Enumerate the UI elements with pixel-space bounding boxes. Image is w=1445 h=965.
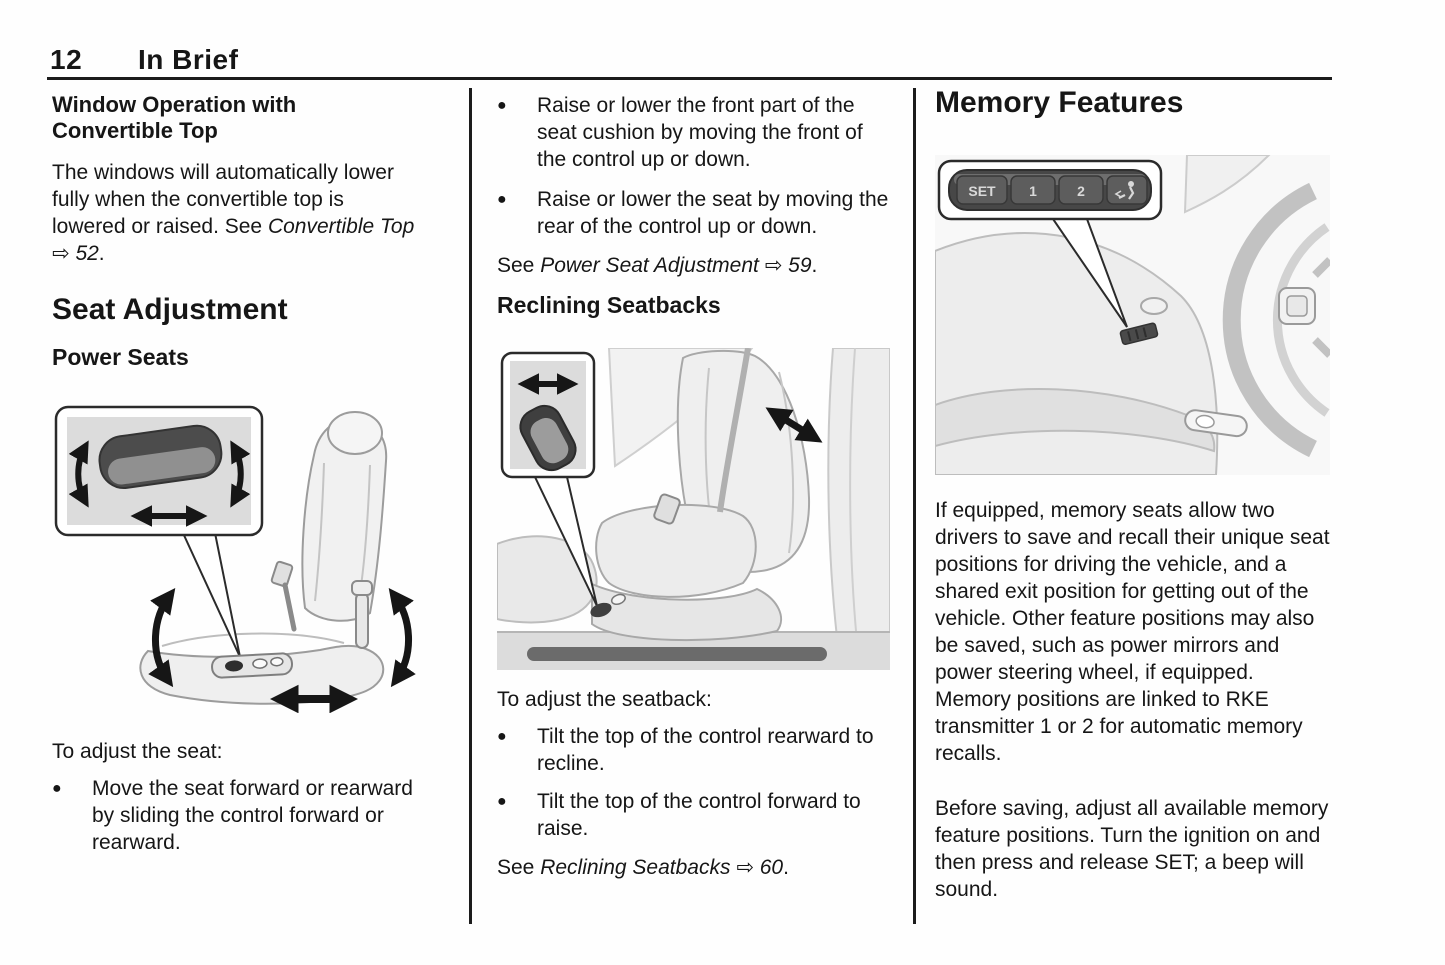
bullet-marker: ● bbox=[497, 97, 507, 114]
memory-features-paragraph-1: If equipped, memory seats allow two drivers to save and recall their unique seat positions for driving the vehicle, and a shared exit position for getting out of the vehicle. Other feature positions may also be saved, such as power mirrors and power steering wheel, if equipped. Memory positions are linked to RKE transmitter 1 or 2 for automatic memory recalls. bbox=[935, 499, 1330, 765]
seat-adjustment-heading: Seat Adjustment bbox=[52, 293, 288, 326]
window-operation-paragraph: The windows will automatically lower fully when the convertible top is lowered or raised. See Convertible Top ⇨ 52. bbox=[52, 161, 415, 265]
memory-button-strip bbox=[949, 170, 1151, 210]
bullet-marker: ● bbox=[497, 191, 507, 208]
memory-1-label: 1 bbox=[1029, 183, 1037, 199]
column-2 bbox=[497, 92, 897, 881]
list-item bbox=[52, 775, 452, 856]
list-item-text: Tilt the top of the control rearward to recline. bbox=[537, 725, 874, 775]
page-number: 12 bbox=[50, 44, 83, 75]
cross-reference: See Reclining Seatbacks ⇨ 60. bbox=[497, 856, 789, 879]
adjust-seatback-intro: To adjust the seatback: bbox=[497, 688, 712, 711]
list-item bbox=[497, 723, 897, 777]
reclining-seatback-illustration bbox=[497, 348, 890, 670]
column-divider-2 bbox=[913, 88, 916, 924]
cross-reference: See Power Seat Adjustment ⇨ 59. bbox=[497, 254, 818, 277]
column-3 bbox=[935, 86, 1335, 903]
list-item-text: Move the seat forward or rearward by sliding the control forward or rearward. bbox=[92, 777, 413, 854]
header-rule bbox=[47, 77, 1332, 80]
column-divider-1 bbox=[469, 88, 472, 924]
seatback-control-callout bbox=[502, 353, 594, 477]
list-item-text: Tilt the top of the control forward to raise. bbox=[537, 790, 861, 840]
bullet-marker: ● bbox=[497, 793, 507, 810]
list-item bbox=[497, 186, 897, 240]
column-1 bbox=[52, 92, 452, 856]
adjust-seat-intro: To adjust the seat: bbox=[52, 740, 223, 763]
seatbelt-buckle bbox=[271, 561, 293, 587]
seat-rear-raise-arrow-icon bbox=[394, 595, 409, 680]
bullet-marker: ● bbox=[497, 728, 507, 745]
memory-features-illustration bbox=[935, 155, 1330, 475]
recline-lever bbox=[356, 593, 368, 648]
exit-position-button bbox=[1107, 176, 1147, 204]
memory-features-heading: Memory Features bbox=[935, 86, 1184, 119]
reclining-seatbacks-heading: Reclining Seatbacks bbox=[497, 292, 721, 318]
memory-features-paragraph-2: Before saving, adjust all available memory feature positions. Turn the ignition on and then press and release SET; a beep will sound. bbox=[935, 797, 1329, 901]
page-header bbox=[50, 44, 238, 76]
list-item bbox=[497, 788, 897, 842]
set-button-label: SET bbox=[968, 183, 996, 199]
list-item-text: Raise or lower the seat by moving the rear of the control up or down. bbox=[537, 188, 889, 238]
list-item-text: Raise or lower the front part of the seat cushion by moving the front of the control up or down. bbox=[537, 94, 863, 171]
memory-2-label: 2 bbox=[1077, 183, 1085, 199]
seat-control-callout bbox=[56, 407, 262, 535]
bullet-marker: ● bbox=[52, 780, 62, 797]
section-title: In Brief bbox=[138, 44, 239, 75]
seat-control-switch bbox=[212, 653, 293, 678]
power-seat-illustration bbox=[52, 403, 437, 713]
window-operation-heading: Window Operation with Convertible Top bbox=[52, 92, 297, 143]
power-seats-heading: Power Seats bbox=[52, 344, 189, 370]
list-item bbox=[497, 92, 897, 173]
memory-buttons-callout bbox=[939, 161, 1161, 219]
